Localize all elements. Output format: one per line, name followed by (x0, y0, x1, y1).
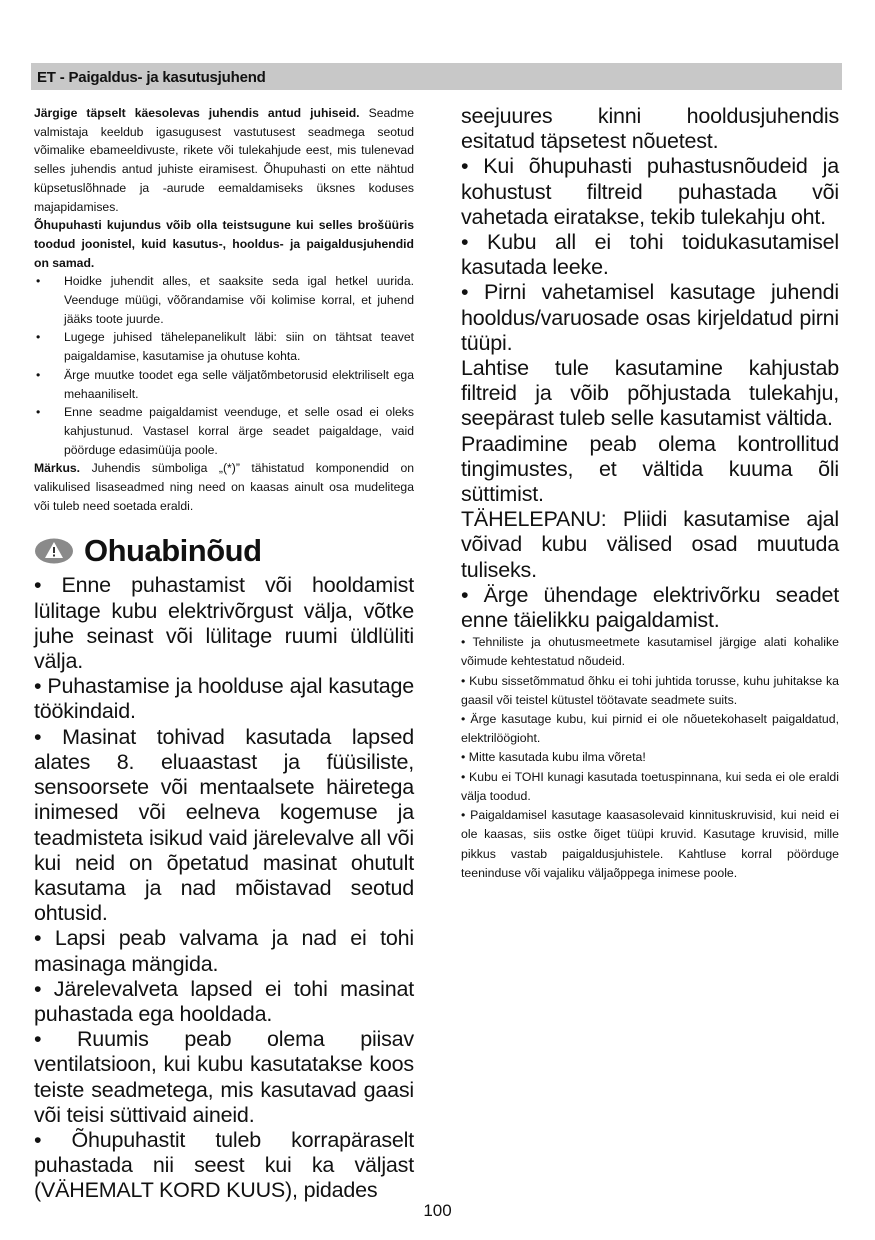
remark-text: Juhendis sümboliga „(*)” tähistatud komponendid on valikulised lisaseadmed ning need on kaasas ainult osa mudelitega või tuleb need soetada eraldi. (34, 461, 414, 513)
warning-triangle-icon (34, 538, 74, 564)
safety-item: • Ärge ühendage elektrivõrku seadet enne täielikku paigaldamist. (461, 582, 839, 633)
list-item: • Ärge muutke toodet ega selle väljatõmbetorusid elektriliselt ega mehaaniliselt. (34, 366, 414, 403)
right-column (461, 104, 839, 883)
intro-bold: Järgige täpselt käesolevas juhendis antud juhiseid. (34, 106, 360, 120)
warning-title: Ohuabinõud (84, 533, 262, 569)
safety-item: • Kui õhupuhasti puhastusnõudeid ja kohustust filtreid puhastada või vahetada eiratakse, tekib tulekahju oht. (461, 154, 839, 229)
safety-note: • Paigaldamisel kasutage kaasasolevaid kinnituskruvisid, kui neid ei ole kaasas, siis ostke õiget tüüpi kruvid. Kasutage kruvisid, mille pikkus vastab paigaldusjuhistele. Kahtluse korral pöörduge teeninduse või vajaliku väljaõppega inimese poole. (461, 808, 839, 880)
safety-note: • Tehniliste ja ohutusmeetmete kasutamisel järgige alati kohalike võimude kehtestatud nõudeid. (461, 635, 839, 669)
safety-item: • Järelevalveta lapsed ei tohi masinat puhastada ega hooldada. (34, 976, 414, 1026)
remark-label: Märkus. (34, 461, 81, 476)
intro-text: Seadme valmistaja keeldub igasugusest vastutusest seadmega seotud võimalike ebameeldivuste, rikete või tulekahjude eest, mis tulenevad selles juhendis antud juhiste eiramisest. Õhupuhasti on ette nähtud küpsetuslõhnade ja -aurude eemaldamiseks üksnes koduses majapidamises. (34, 106, 414, 214)
section-title: ET - Paigaldus- ja kasutusjuhend (37, 69, 266, 86)
safety-note: • Ärge kasutage kubu, kui pirnid ei ole nõuetekohaselt paigaldatud, elektrilöögioht. (461, 712, 839, 746)
safety-item: Lahtise tule kasutamine kahjustab filtreid ja võib põhjustada tulekahju, seepärast tuleb selle kasutamist vältida. (461, 356, 839, 431)
left-column (34, 104, 414, 1204)
safety-item: seejuures kinni hooldusjuhendis esitatud täpsetest nõuetest. (461, 104, 839, 154)
safety-item: • Enne puhastamist või hooldamist lülitage kubu elektrivõrgust välja, võtke juhe seinast või lülitage ruumi üldlüliti välja. (34, 573, 414, 674)
design-note-bold: Õhupuhasti kujundus võib olla teistsugune kui selles brošüüris toodud joonistel, kuid kasutus-, hooldus- ja paigaldusjuhendid on samad. (34, 218, 414, 270)
safety-item: • Lapsi peab valvama ja nad ei tohi masinaga mängida. (34, 926, 414, 976)
safety-item: • Õhupuhastit tuleb korrapäraselt puhastada nii seest kui ka väljast (VÄHEMALT KORD KUUS), pidades (34, 1127, 414, 1203)
safety-item: Praadimine peab olema kontrollitud tingimustes, et vältida kuuma õli süttimist. (461, 431, 839, 507)
section-header (31, 63, 842, 90)
safety-item: • Pirni vahetamisel kasutage juhendi hooldus/varuosade osas kirjeldatud pirni tüüpi. (461, 280, 839, 355)
intro-bullet-list (34, 272, 414, 459)
safety-item: • Kubu all ei tohi toidukasutamisel kasutada leeke. (461, 230, 839, 280)
intro-paragraph (34, 104, 414, 216)
list-item: • Enne seadme paigaldamist veenduge, et selle osad ei oleks kahjustunud. Vastasel korral ärge seadet paigaldage, vaid pöörduge edasimüüja poole. (34, 403, 414, 459)
safety-note: • Kubu sissetõmmatud õhku ei tohi juhtida torusse, kuhu juhitakse ka gaasil või teistel kütustel töötavate seadmete suits. (461, 673, 839, 707)
safety-item: • Puhastamise ja hoolduse ajal kasutage töökindaid. (34, 674, 414, 724)
page-number: 100 (423, 1201, 452, 1220)
safety-note: • Kubu ei TOHI kunagi kasutada toetuspinnana, kui seda ei ole eraldi välja toodud. (461, 769, 839, 803)
remark-paragraph (34, 459, 414, 515)
list-item: • Lugege juhised tähelepanelikult läbi: siin on tähtsat teavet paigaldamise, kasutamise ja ohutuse kohta. (34, 328, 414, 365)
design-note (34, 216, 414, 272)
safety-note: • Mitte kasutada kubu ilma võreta! (461, 750, 646, 765)
safety-item: TÄHELEPANU: Pliidi kasutamise ajal võivad kubu välised osad muutuda tuliseks. (461, 507, 839, 582)
warning-heading (34, 533, 414, 569)
safety-item: • Masinat tohivad kasutada lapsed alates 8. eluaastast ja füüsiliste, sensoorsete või mentaalsete häiretega inimesed või eelneva kogemuse ja teadmisteta isikud vaid järelevalve all või kui neid on õpetatud masinat ohutult kasutama ja nad mõistavad seotud ohtusid. (34, 724, 414, 926)
safety-item: • Ruumis peab olema piisav ventilatsioon, kui kubu kasutatakse koos teiste seadmetega, mis kasutavad gaasi või teisi süttivaid aineid. (34, 1027, 414, 1127)
list-item: • Hoidke juhendit alles, et saaksite seda igal hetkel uurida. Veenduge müügi, võõrandamise või kolimise korral, et juhend jääks toote juurde. (34, 272, 414, 328)
